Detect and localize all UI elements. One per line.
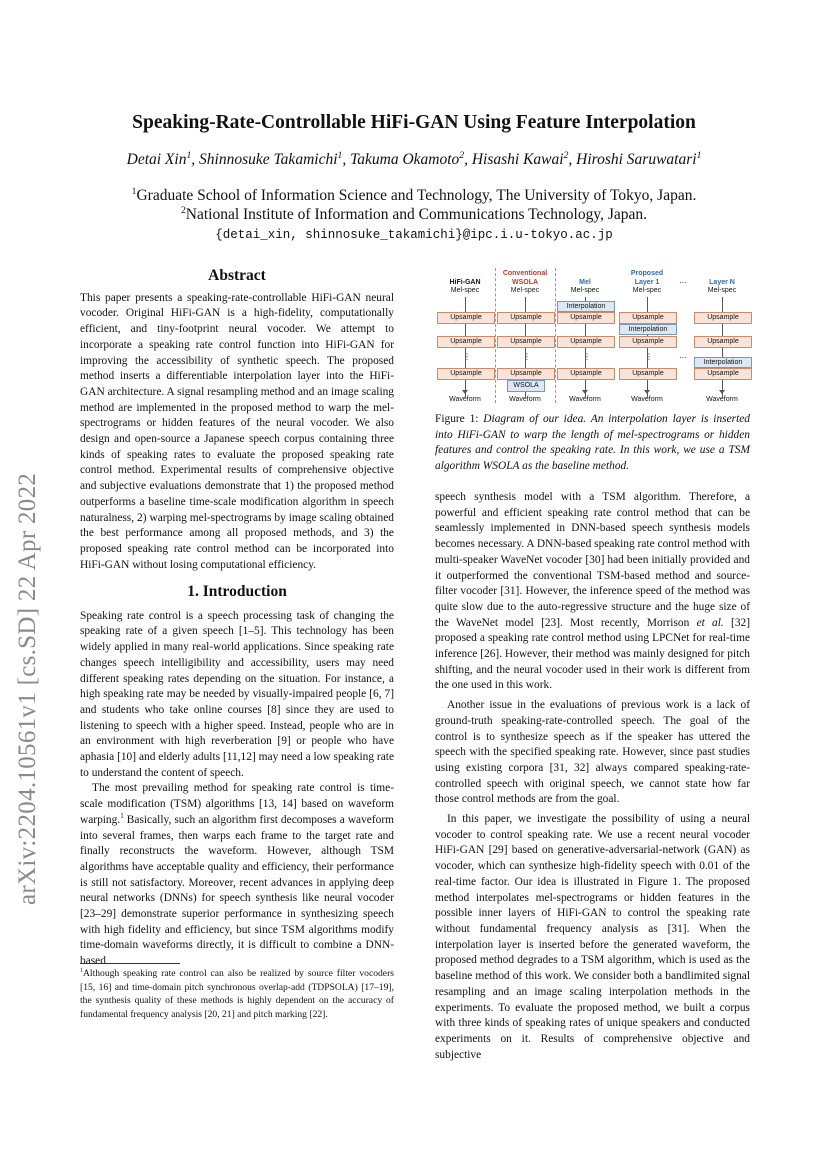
- affiliation-2: [0, 206, 828, 224]
- affiliation-number: 2: [180, 204, 186, 216]
- interpolation-layer: Interpolation: [619, 324, 677, 335]
- interpolation-layer: Interpolation: [694, 357, 752, 368]
- upsample-block: Upsample: [694, 336, 752, 348]
- affiliation-number: 1: [131, 185, 137, 197]
- introduction-heading: 1. Introduction: [187, 583, 287, 600]
- waveform-label: Waveform: [509, 396, 541, 403]
- abstract-heading: Abstract: [208, 267, 266, 284]
- vertical-ellipsis: ⋮: [463, 352, 471, 361]
- figure-column-header: [495, 270, 555, 296]
- footnote-number: 1: [80, 967, 83, 974]
- intro-paragraph-3-start: speech synthesis model with a TSM algorithm. Therefore, a powerful and efficient speaking rate control method that can be seamlessly implemented in DNN-based speech synthesis models becomes necessary. A DNN-based speaking rate control method with multi-speaker WaveNet vocoder [30] had been initially provided and it outperformed the conventional TSM-based method and source-filter vocoder [31]. However, the inference speed of the method was quite slow due to the auto-regressive structure and the huge size of the WaveNet model [23]. Most recently, Morrison: [435, 491, 750, 629]
- column-input-label: Mel-spec: [510, 287, 540, 294]
- author-separator: ,: [342, 151, 351, 168]
- upsample-block: Upsample: [694, 312, 752, 324]
- author: Hiroshi Saruwatari: [576, 151, 697, 168]
- author-separator: ,: [191, 151, 200, 168]
- affiliation-1: [0, 187, 828, 205]
- intro-paragraph-2-start: The most prevailing method for speaking rate control is time-scale modification (TSM) algorithms [13, 14] based on waveform warping.: [80, 782, 394, 826]
- column-title: WSOLA: [511, 278, 539, 286]
- column-title: HiFi-GAN: [449, 278, 481, 286]
- column-group-label: [555, 270, 615, 279]
- author-affiliation-mark: 1: [337, 149, 343, 161]
- upsample-block: Upsample: [694, 368, 752, 380]
- intro-paragraph-3: [435, 490, 750, 694]
- author-affiliation-mark: 1: [696, 149, 702, 161]
- author-affiliation-mark: 1: [186, 149, 192, 161]
- affiliation-text: National Institute of Information and Communications Technology, Japan.: [185, 206, 648, 223]
- author-separator: ,: [464, 151, 472, 168]
- upsample-block: Upsample: [557, 368, 615, 380]
- column-title: Layer 1: [634, 278, 660, 286]
- arrow-head: [644, 390, 650, 394]
- column-group-label: [435, 270, 495, 279]
- upsample-block: Upsample: [497, 368, 555, 380]
- footnote: [80, 967, 394, 1021]
- footnote-rule: [80, 963, 180, 964]
- waveform-label: Waveform: [449, 396, 481, 403]
- upsample-block: Upsample: [619, 368, 677, 380]
- affiliation-text: Graduate School of Information Science and Technology, The University of Tokyo, Japan.: [136, 187, 697, 204]
- upsample-block: Upsample: [619, 336, 677, 348]
- arrow-head: [582, 390, 588, 394]
- upsample-block: Upsample: [497, 312, 555, 324]
- waveform-label: Waveform: [631, 396, 663, 403]
- figure-column-header: [617, 270, 677, 296]
- figure-column-header: [555, 270, 615, 296]
- column-group-label: Proposed: [630, 270, 664, 277]
- ellipsis: ···: [679, 353, 687, 362]
- caption-text: Diagram of our idea. An interpolation layer is inserted into HiFi-GAN to warp the length of mel-spectrograms or hidden features and control the speaking rate. In this work, we use a TSM algorithm WSOLA as the baseline method.: [435, 413, 750, 473]
- author-emails: {detai_xin, shinnosuke_takamichi}@ipc.i.u-tokyo.ac.jp: [215, 228, 613, 242]
- upsample-block: Upsample: [437, 336, 495, 348]
- column-input-label: Mel-spec: [632, 287, 662, 294]
- author: Takuma Okamoto: [350, 151, 460, 168]
- figure-column-header: [692, 270, 752, 296]
- caption-label: Figure 1:: [435, 413, 484, 425]
- waveform-label: Waveform: [706, 396, 738, 403]
- paper-title: Speaking-Rate-Controllable HiFi-GAN Using Feature Interpolation: [132, 112, 696, 133]
- abstract-text: This paper presents a speaking-rate-controllable HiFi-GAN neural vocoder. Original HiFi-GAN is a high-fidelity, computationally efficient, and tiny-footprint neural vocoder. We attempt to incorporate a speaking rate control function into HiFi-GAN for improving the accessibility of synthetic speech. The proposed method inserts a differentiable interpolation layer into the HiFi-GAN architecture. A signal resampling method and an image scaling method are implemented in the proposed method to warp the mel-spectrograms or hidden features of the neural vocoder. We also design and open-source a Japanese speech corpus containing three kinds of speaking rates to evaluate the proposed speaking rate control method. Experimental results of comprehensive objective and subjective evaluations demonstrate that 1) the proposed method outperforms a baseline time-scale modification algorithm in speech naturalness, 2) warping mel-spectrograms by image scaling obtained the best performance among all proposed methods, and 3) the proposed speaking rate control method can be incorporated into HiFi-GAN without losing computational efficiency.: [80, 291, 394, 571]
- column-input-label: Mel-spec: [450, 287, 480, 294]
- upsample-block: Upsample: [619, 312, 677, 324]
- column-input-label: Mel-spec: [707, 287, 737, 294]
- ellipsis: ···: [679, 278, 687, 287]
- abstract-section: [80, 268, 394, 573]
- arxiv-stamp: arXiv:2204.10561v1 [cs.SD] 22 Apr 2022: [14, 472, 41, 905]
- intro-paragraph-2-rest: Basically, such an algorithm first decomposes a waveform into several frames, then warps each frame to the target rate and finally reconstructs the waveform. However, although TSM algorithms have acceptable quality and efficiency, their performance is still not satisfactory. Moreover, recent advances in applying deep neural networks (DNNs) for speech synthesis like neural vocoder [23–29] demonstrate superior performance in synthesizing speech with high fidelity and efficiency, but since TSM algorithms modify time-domain waveforms directly, it is difficult to combine a DNN-based: [80, 813, 394, 968]
- introduction-continued: [435, 490, 750, 1063]
- figure-1-diagram: [435, 262, 750, 410]
- author-affiliation-mark: 2: [563, 149, 569, 161]
- column-input-label: Mel-spec: [570, 287, 600, 294]
- author-affiliation-mark: 2: [459, 149, 465, 161]
- column-group-label: [692, 270, 752, 279]
- footnote-text: Although speaking rate control can also be realized by source filter vocoders [15, 16] and time-domain pitch synchronous overlap-add (TDPSOLA) [17–19], the synthesis quality of these methods is highly dependent on the accuracy of fundamental frequency analysis [20, 21] and pitch marking [22].: [80, 968, 394, 1020]
- intro-paragraph-5: In this paper, we investigate the possibility of using a neural vocoder to control speaking rate. We use a recent neural vocoder HiFi-GAN [29] based on generative-adversarial-network (GAN) as vocoder, which can synthesize high-fidelity speech with 0.01 of the real-time factor. Our idea is illustrated in Figure 1. The proposed method interpolates mel-spectrograms or hidden features in the possible inner layers of HiFi-GAN to control the speaking rate without fundamental frequency analysis as [31]. When the interpolation layer is inserted before the generated waveform, the proposed method degrades to a TSM algorithm, which is used as the baseline method of this work. We consider both a bandlimited signal resampling and an image scaling interpolation methods in the experiments. To evaluate the proposed method, we built a corpus with three kinds of speaking rates of unique speakers and conducted experiments on it. Results of comprehensive objective and subjective: [435, 813, 750, 1061]
- upsample-block: Upsample: [437, 312, 495, 324]
- column-title: Mel: [579, 278, 591, 286]
- author-list: [0, 151, 828, 169]
- footnote-mark: 1: [120, 812, 124, 821]
- intro-paragraph-4: Another issue in the evaluations of previous work is a lack of ground-truth speaking-rate-controlled speech. The goal of the control is to synthesize speech as if the speaker has uttered the speech with the specified speaking rate. However, since past studies using existing corpora [31, 32] always compared speaking-rate-controlled speech with original speech, we cannot state how far those control methods are from the goal.: [435, 699, 750, 806]
- column-title: Layer N: [709, 278, 735, 286]
- author: Shinnosuke Takamichi: [199, 151, 338, 168]
- author: Detai Xin: [126, 151, 187, 168]
- upsample-block: Upsample: [437, 368, 495, 380]
- author-separator: ,: [568, 151, 577, 168]
- arrow-head: [719, 390, 725, 394]
- author: Hisashi Kawai: [471, 151, 564, 168]
- figure-column-header: [435, 270, 495, 296]
- upsample-block: Upsample: [557, 312, 615, 324]
- column-group-label: Conventional: [502, 270, 548, 277]
- wsola-block: WSOLA: [507, 380, 545, 392]
- figure-1-caption: [435, 412, 750, 475]
- upsample-block: Upsample: [557, 336, 615, 348]
- intro-paragraph-3-rest: [32] proposed a speaking rate control method using LPCNet for real-time inference [26]. However, their method was mainly designed for pitch shifting, and the neural vocoder used in their work is different from the one used in this work.: [435, 616, 751, 692]
- vertical-ellipsis: ⋮: [523, 352, 531, 361]
- intro-paragraph-2: [80, 781, 394, 969]
- waveform-label: Waveform: [569, 396, 601, 403]
- upsample-block: Upsample: [497, 336, 555, 348]
- introduction-section: [80, 584, 394, 970]
- vertical-ellipsis: ⋮: [645, 352, 653, 361]
- arrow-head: [462, 390, 468, 394]
- intro-paragraph-1: Speaking rate control is a speech processing task of changing the speaking rate of a given speech [1–5]. This technology has been widely applied in many real-world applications. Since speaking rate changes speech intelligibility and accessibility, users may need different speaking rates depending on the situation. For instance, a high speaking rate may be needed by visually-impaired people [6, 7] and students who take online courses [8] since they are used to listening to speech with a higher speed. Instead, people who are in an environment with high reverberation [9] or people who have aphasia [10] and elderly adults [11,12] may need a low speaking rate to understand the content of speech.: [80, 609, 394, 779]
- et-al: et al.: [696, 616, 724, 629]
- vertical-ellipsis: ⋮: [583, 352, 591, 361]
- interpolation-layer: Interpolation: [557, 301, 615, 312]
